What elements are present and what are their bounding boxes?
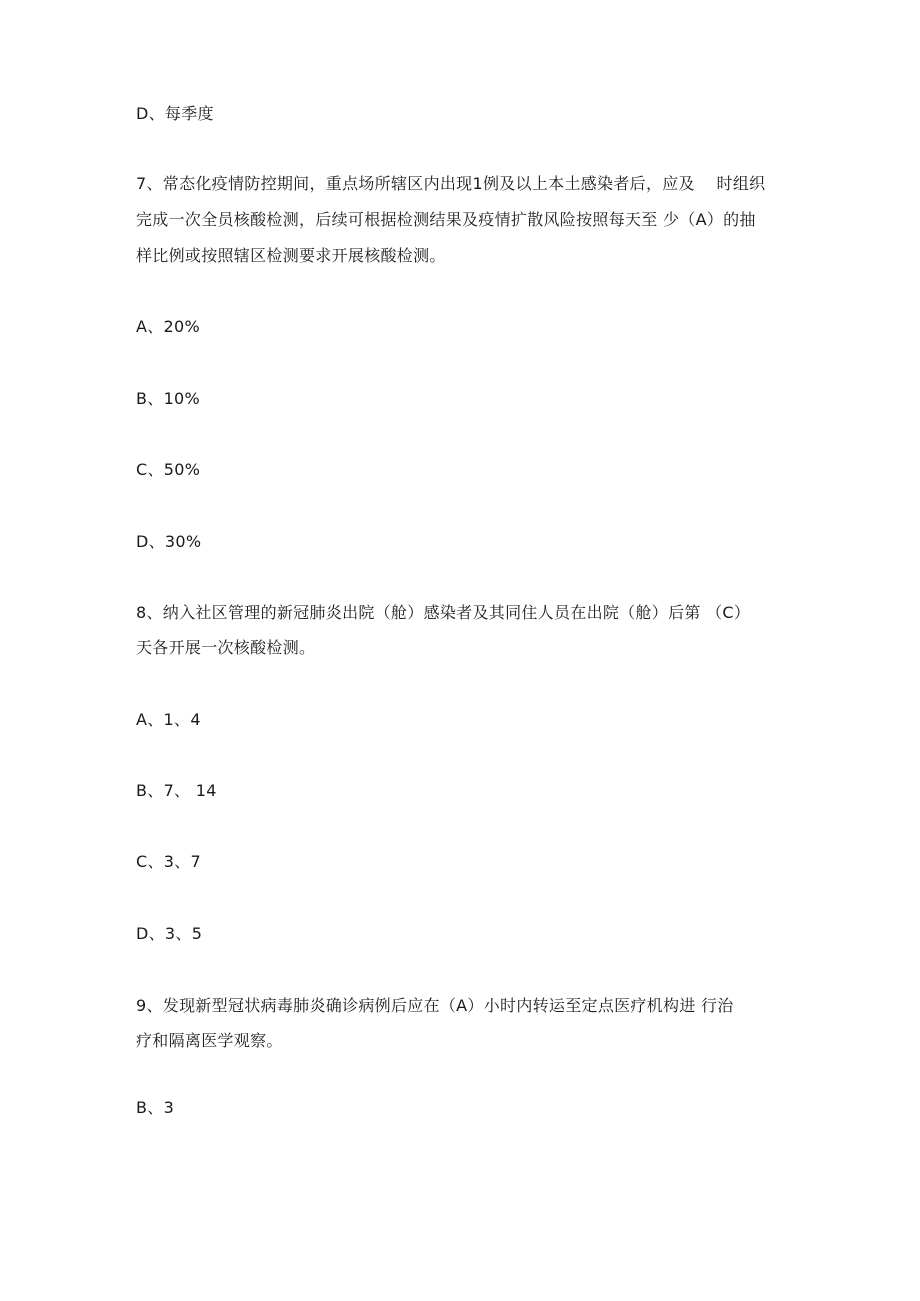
q7-text-line-3: 样比例或按照辖区检测要求开展核酸检测。 xyxy=(136,246,446,265)
q6-option-d: D、每季度 xyxy=(136,104,214,123)
q7-option-c: C、50% xyxy=(136,460,201,479)
q8-option-a: A、1、4 xyxy=(136,710,201,729)
q7-text-line-1: 7、常态化疫情防控期间，重点场所辖区内出现1例及以上本土感染者后，应及 时组织 xyxy=(136,174,766,193)
q7-text-line-2: 完成一次全员核酸检测，后续可根据检测结果及疫情扩散风险按照每天至 少（A）的抽 xyxy=(136,210,756,229)
q7-option-b: B、10% xyxy=(136,389,201,408)
q8-option-b: B、7、 14 xyxy=(136,781,217,800)
q7-option-d: D、30% xyxy=(136,532,202,551)
q8-option-d: D、3、5 xyxy=(136,924,203,943)
q9-option-b: B、3 xyxy=(136,1098,175,1117)
q9-text-line-2: 疗和隔离医学观察。 xyxy=(136,1031,283,1050)
q8-text-line-2: 天各开展一次核酸检测。 xyxy=(136,638,316,657)
q8-text-line-1: 8、纳入社区管理的新冠肺炎出院（舱）感染者及其同住人员在出院（舱）后第 （C） xyxy=(136,603,751,622)
q9-text-line-1: 9、发现新型冠状病毒肺炎确诊病例后应在（A）小时内转运至定点医疗机构进 行治 xyxy=(136,996,734,1015)
q8-option-c: C、3、7 xyxy=(136,852,202,871)
q7-option-a: A、20% xyxy=(136,317,201,336)
